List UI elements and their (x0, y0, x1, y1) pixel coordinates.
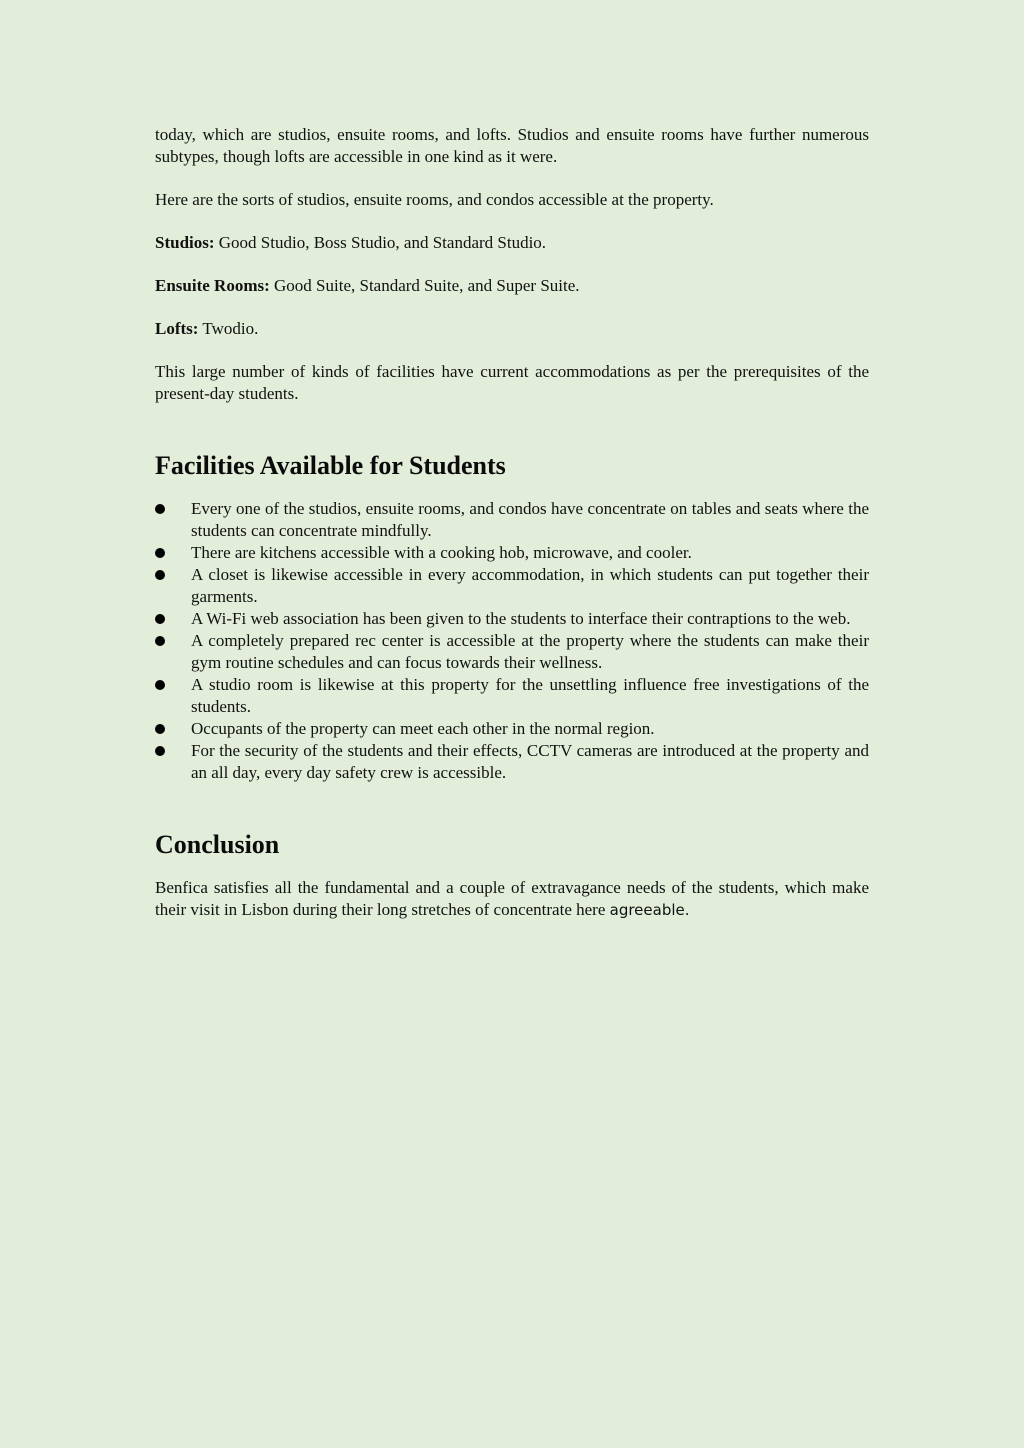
list-item (155, 630, 869, 674)
list-item (155, 542, 869, 564)
lofts-label: Lofts: (155, 319, 199, 338)
bullet-icon (155, 680, 165, 690)
list-item-text: Occupants of the property can meet each other in the normal region. (191, 719, 655, 738)
list-item (155, 674, 869, 718)
facilities-heading: Facilities Available for Students (155, 451, 506, 480)
studios-text: Good Studio, Boss Studio, and Standard Studio. (214, 233, 547, 252)
bullet-icon (155, 614, 165, 624)
list-item-text: Every one of the studios, ensuite rooms, and condos have concentrate on tables and seats where the students can concentrate mindfully. (191, 499, 869, 540)
conclusion-text: Benfica satisfies all the fundamental and a couple of extravagance needs of the students, which make their visit in Lisbon during their long stretches of concentrate here (155, 878, 869, 919)
list-item (155, 718, 869, 740)
ensuite-line (155, 275, 869, 297)
ensuite-text: Good Suite, Standard Suite, and Super Suite. (269, 276, 580, 295)
list-item-text: A completely prepared rec center is accessible at the property where the students can make their gym routine schedules and can focus towards their wellness. (191, 631, 869, 672)
facilities-list (155, 498, 869, 784)
intro-paragraph: today, which are studios, ensuite rooms, and lofts. Studios and ensuite rooms have further numerous subtypes, though lofts are accessible in one kind as it were. (155, 125, 869, 166)
list-item-text: A closet is likewise accessible in every accommodation, in which students can put together their garments. (191, 565, 869, 606)
bullet-icon (155, 636, 165, 646)
conclusion-tail: agreeable. (609, 901, 690, 919)
bullet-icon (155, 570, 165, 580)
conclusion-heading: Conclusion (155, 830, 280, 859)
lofts-line (155, 318, 869, 340)
list-item-text: A Wi-Fi web association has been given to the students to interface their contraptions to the web. (191, 609, 851, 628)
bullet-icon (155, 724, 165, 734)
document-page (155, 124, 869, 921)
studios-line (155, 232, 869, 254)
list-item (155, 608, 869, 630)
list-item-text: A studio room is likewise at this property for the unsettling influence free investigations of the students. (191, 675, 869, 716)
lofts-text: Twodio. (198, 319, 259, 338)
bullet-icon (155, 548, 165, 558)
list-item (155, 740, 869, 784)
conclusion-paragraph (155, 877, 869, 921)
bullet-icon (155, 746, 165, 756)
bullet-icon (155, 504, 165, 514)
list-item (155, 564, 869, 608)
studios-label: Studios: (155, 233, 215, 252)
ensuite-label: Ensuite Rooms: (155, 276, 270, 295)
list-item (155, 498, 869, 542)
list-item-text: There are kitchens accessible with a cooking hob, microwave, and cooler. (191, 543, 692, 562)
list-item-text: For the security of the students and their effects, CCTV cameras are introduced at the property and an all day, every day safety crew is accessible. (191, 741, 869, 782)
types-intro-paragraph: Here are the sorts of studios, ensuite rooms, and condos accessible at the property. (155, 190, 714, 209)
accommodations-paragraph: This large number of kinds of facilities have current accommodations as per the prerequisites of the present-day students. (155, 362, 869, 403)
